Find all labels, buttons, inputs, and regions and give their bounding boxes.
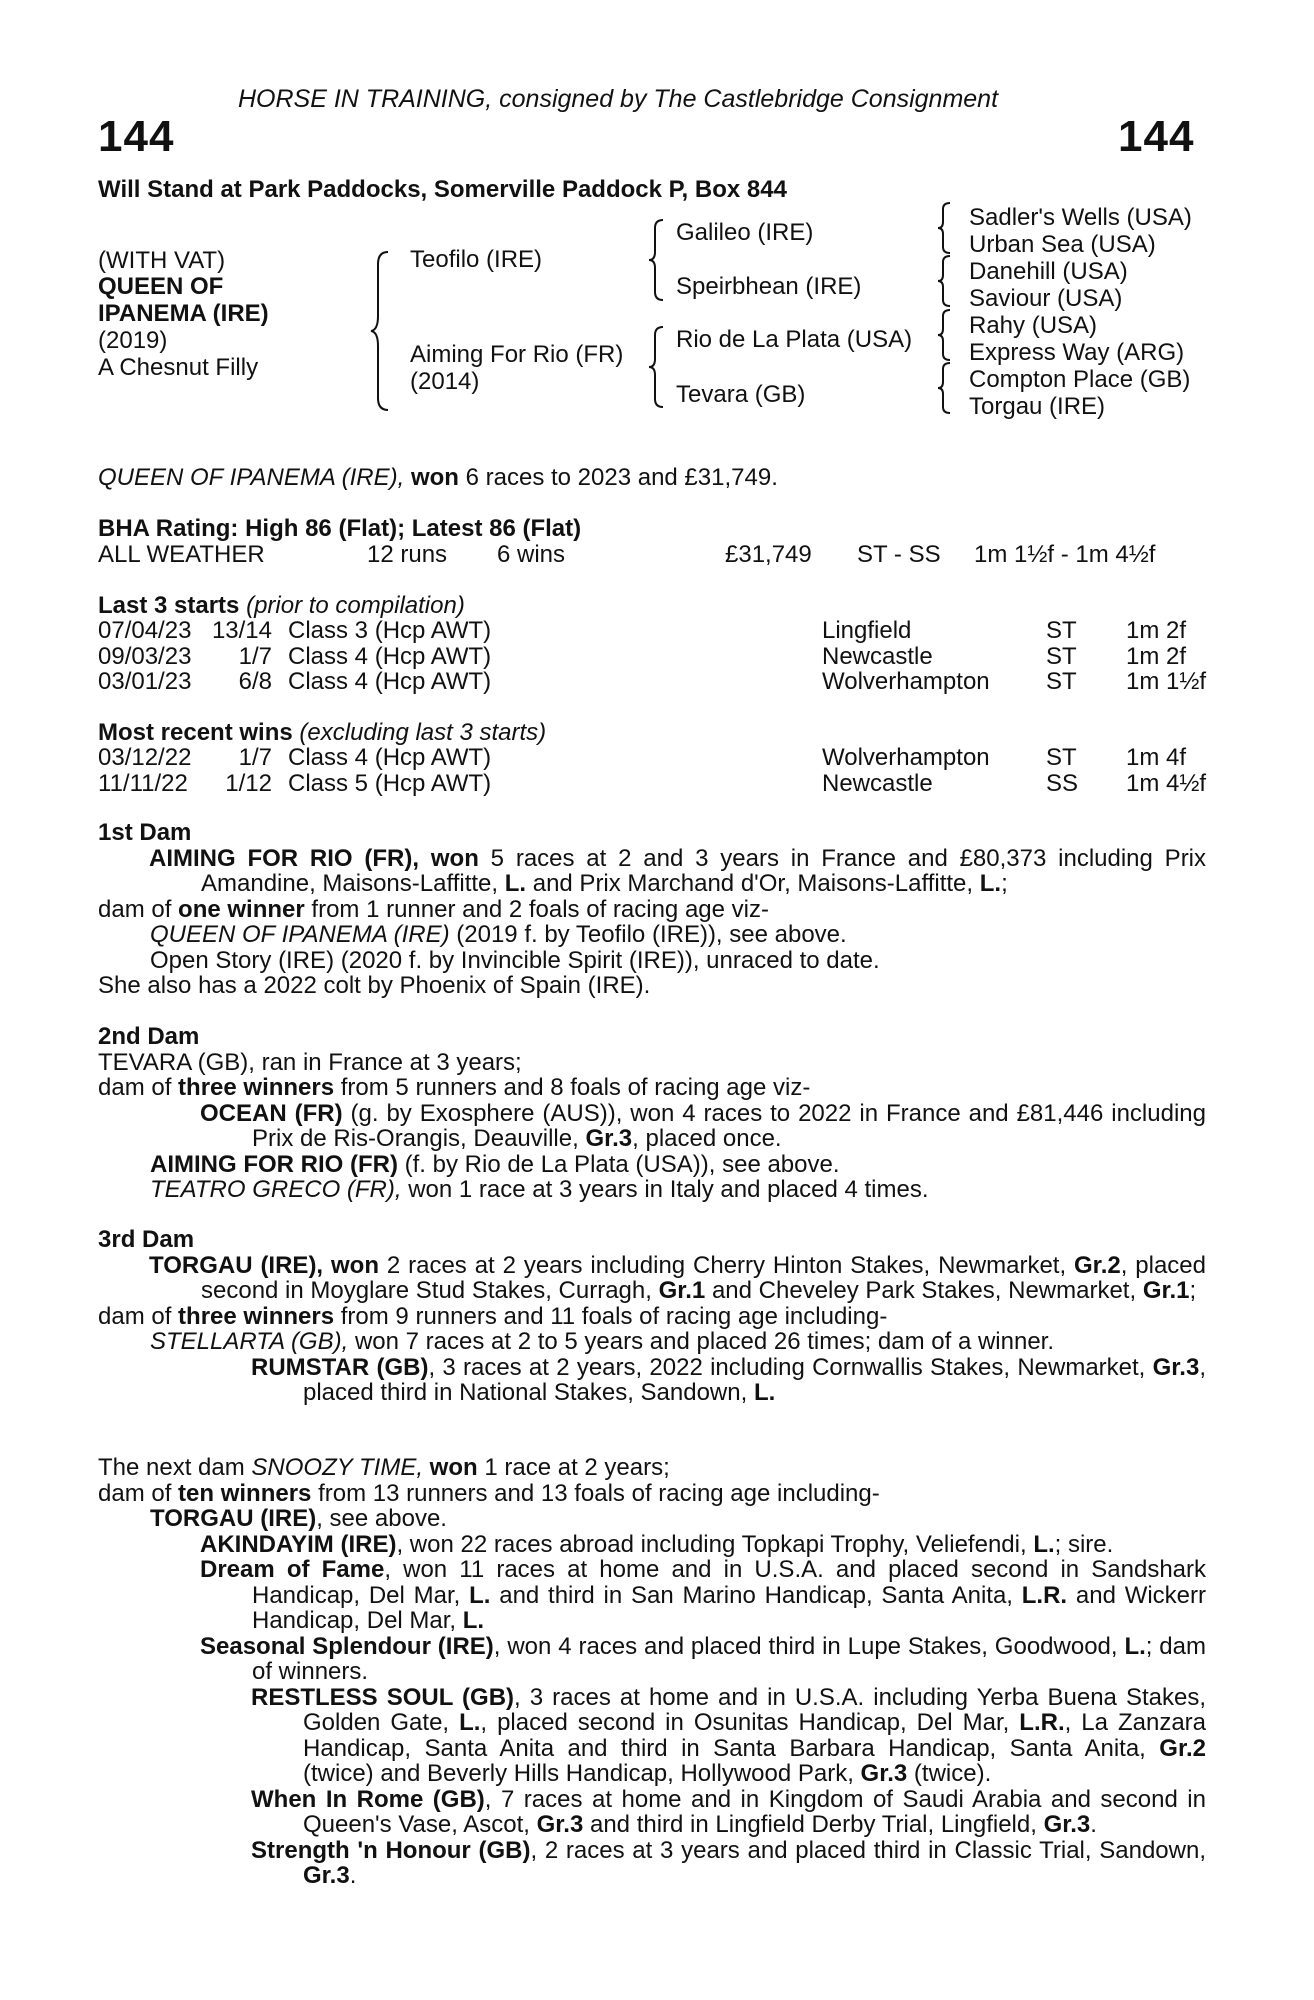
produce-item bbox=[98, 1329, 1206, 1355]
text: 5 races at 2 and 3 years in France and £80,373 including Prix Amandine, Maisons-Laffitte, bbox=[201, 844, 1207, 897]
run-course: Wolverhampton bbox=[822, 668, 990, 695]
table-row bbox=[98, 618, 1206, 644]
produce-item bbox=[98, 1557, 1206, 1634]
run-position: 1/12 bbox=[225, 769, 272, 797]
text: , see above. bbox=[316, 1505, 447, 1532]
run-race: Class 4 (Hcp AWT) bbox=[288, 642, 492, 670]
table-row bbox=[98, 644, 1206, 670]
listed-label: L. bbox=[753, 1379, 776, 1406]
listed-label: L. bbox=[459, 1709, 481, 1736]
pedigree-dam: Aiming For Rio (FR) bbox=[410, 341, 624, 368]
text: , 2 races at 3 years and placed third in Classic Trial, Sandown, bbox=[530, 1836, 1207, 1864]
group-label: Gr.1 bbox=[658, 1277, 706, 1304]
pedigree-sire-brace bbox=[648, 218, 666, 302]
produce-name: Seasonal Splendour (IRE) bbox=[200, 1632, 494, 1660]
horse-description: A Chesnut Filly bbox=[98, 354, 259, 381]
lot-number-left: 144 bbox=[98, 112, 175, 161]
text: , 7 races at home and in Kingdom of Saudi Arabia and second in Queen's Vase, Ascot, bbox=[303, 1785, 1206, 1838]
text: from 13 runners and 13 foals of racing age including- bbox=[318, 1479, 880, 1507]
first-dam-also: She also has a 2022 colt by Phoenix of Spain (IRE). bbox=[98, 972, 651, 999]
listed-label: L.R. bbox=[1019, 1709, 1065, 1736]
produce-name: RUMSTAR (GB) bbox=[251, 1353, 429, 1381]
pedigree-dam-year: (2014) bbox=[410, 368, 480, 395]
text: 1 race at 2 years; bbox=[484, 1454, 670, 1481]
third-dam-record bbox=[98, 1253, 1206, 1304]
run-distance: 1m 4½f bbox=[1126, 769, 1207, 797]
pedigree-dam-dam: Tevara (GB) bbox=[676, 381, 806, 408]
produce-name: When In Rome (GB) bbox=[251, 1785, 485, 1813]
group-label: Gr.2 bbox=[1159, 1734, 1206, 1762]
page-header-title: HORSE IN TRAINING, consigned by The Castlebridge Consignment bbox=[238, 85, 999, 113]
last3-heading bbox=[98, 592, 465, 620]
first-dam-record bbox=[98, 846, 1206, 897]
next-dam-section bbox=[98, 1455, 1206, 1889]
produce-name: STELLARTA (GB), bbox=[150, 1328, 349, 1355]
text: from 5 runners and 8 foals of racing age viz- bbox=[340, 1074, 811, 1101]
last3-note: (prior to compilation) bbox=[246, 592, 465, 619]
pedigree-main-brace bbox=[370, 250, 392, 412]
won-label: won bbox=[429, 1454, 478, 1481]
group-label: Gr.3 bbox=[1152, 1353, 1200, 1381]
won-label: won bbox=[331, 1251, 379, 1279]
run-distance: 1m 2f bbox=[1126, 642, 1187, 670]
first-dam-name: AIMING FOR RIO (FR), bbox=[149, 844, 420, 872]
listed-label: L. bbox=[1124, 1632, 1146, 1660]
last3-table bbox=[98, 618, 1206, 695]
produce-name: TORGAU (IRE) bbox=[150, 1505, 317, 1532]
text: won 1 race at 3 years in Italy and placed 4 times. bbox=[408, 1176, 929, 1203]
winners-count: one winner bbox=[178, 895, 305, 923]
run-race: Class 5 (Hcp AWT) bbox=[288, 769, 492, 797]
listed-label: L. bbox=[469, 1581, 491, 1609]
text: from 9 runners and 11 foals of racing age including- bbox=[340, 1302, 888, 1330]
winners-count: three winners bbox=[178, 1074, 335, 1101]
rating-earnings: £31,749 bbox=[725, 541, 812, 568]
produce-name: Strength 'n Honour (GB) bbox=[251, 1836, 531, 1864]
produce-item bbox=[98, 1101, 1206, 1152]
second-dam-record: TEVARA (GB), ran in France at 3 years; bbox=[98, 1048, 522, 1076]
text: (2019 f. by Teofilo (IRE)), see above. bbox=[456, 921, 847, 948]
text: , placed once. bbox=[632, 1125, 782, 1152]
pedigree-dam-sire: Rio de La Plata (USA) bbox=[676, 326, 913, 353]
produce-name: QUEEN OF IPANEMA (IRE) bbox=[150, 921, 450, 948]
produce-item bbox=[98, 1634, 1206, 1685]
listed-label: L. bbox=[1033, 1530, 1055, 1558]
run-surface: SS bbox=[1046, 769, 1079, 797]
group-label: Gr.3 bbox=[536, 1811, 584, 1838]
recent-table bbox=[98, 745, 1206, 796]
text: ; sire. bbox=[1054, 1530, 1114, 1558]
run-course: Wolverhampton bbox=[822, 744, 990, 771]
run-distance: 1m 1½f bbox=[1126, 668, 1207, 695]
run-race: Class 3 (Hcp AWT) bbox=[288, 617, 492, 644]
listed-label: L.R. bbox=[1021, 1581, 1068, 1609]
race-summary bbox=[98, 464, 778, 492]
text: ; dam of winners. bbox=[252, 1632, 1206, 1685]
pedigree-sire: Teofilo (IRE) bbox=[410, 246, 543, 273]
produce-item bbox=[98, 1685, 1206, 1787]
text: (twice). bbox=[913, 1760, 992, 1787]
won-label: won bbox=[430, 844, 479, 872]
text: from 1 runner and 2 foals of racing age viz- bbox=[311, 895, 769, 923]
second-dam-section bbox=[98, 1024, 1206, 1203]
text: and Prix Marchand d'Or, Maisons-Laffitte, bbox=[532, 870, 974, 897]
summary-won: won bbox=[410, 464, 459, 491]
winners-count: ten winners bbox=[178, 1479, 312, 1507]
text: , 3 races at home and in U.S.A. including Yerba Buena Stakes, Golden Gate, bbox=[303, 1683, 1206, 1736]
text: dam of bbox=[98, 1302, 172, 1330]
run-surface: ST bbox=[1046, 744, 1077, 771]
run-date: 11/11/22 bbox=[98, 769, 188, 797]
produce-item bbox=[98, 922, 1206, 948]
pedigree-ss-sire: Sadler's Wells (USA) bbox=[969, 204, 1192, 231]
produce-item bbox=[98, 1152, 1206, 1178]
pedigree-brace-tevara bbox=[937, 361, 953, 415]
produce-item bbox=[98, 1506, 1206, 1532]
text: (g. by Exosphere (AUS)), won 4 races to 2022 in France and £81,446 including Prix de Ris-Orangis, Deauville, bbox=[252, 1099, 1206, 1152]
produce-item bbox=[98, 1177, 1206, 1203]
rating-wins: 6 wins bbox=[497, 541, 566, 568]
text: . bbox=[349, 1862, 357, 1889]
table-row bbox=[98, 745, 1206, 771]
text: (twice) and Beverly Hills Handicap, Hollywood Park, bbox=[303, 1760, 854, 1787]
text: won 7 races at 2 to 5 years and placed 26 times; dam of a winner. bbox=[354, 1328, 1055, 1355]
text: , placed second in Moyglare Stud Stakes, Curragh, bbox=[201, 1251, 1206, 1304]
produce-name: Dream of Fame bbox=[200, 1556, 385, 1583]
run-date: 03/01/23 bbox=[98, 668, 192, 695]
pedigree-dd-dam: Torgau (IRE) bbox=[969, 393, 1106, 420]
text: dam of bbox=[98, 895, 172, 923]
listed-label: L. bbox=[504, 870, 527, 897]
recent-note: (excluding last 3 starts) bbox=[299, 719, 547, 746]
last3-title: Last 3 starts bbox=[98, 592, 240, 619]
summary-rest: 6 races to 2023 and £31,749. bbox=[465, 464, 778, 491]
produce-name: AIMING FOR RIO (FR) bbox=[150, 1150, 398, 1178]
run-race: Class 4 (Hcp AWT) bbox=[288, 668, 492, 695]
text: , won 11 races at home and in U.S.A. and placed second in Sandshark Handicap, Del Mar, bbox=[252, 1556, 1207, 1609]
pedigree-ss-dam: Urban Sea (USA) bbox=[969, 231, 1156, 258]
rating-going: ST - SS bbox=[857, 541, 941, 568]
horse-name-line2: IPANEMA (IRE) bbox=[98, 300, 269, 327]
run-distance: 1m 4f bbox=[1126, 744, 1187, 771]
text: dam of bbox=[98, 1479, 172, 1507]
produce-item bbox=[98, 1838, 1206, 1889]
text: and Wickerr Handicap, Del Mar, bbox=[252, 1581, 1207, 1634]
pedigree-brace-rio bbox=[937, 308, 953, 362]
text: , won 4 races and placed third in Lupe Stakes, Goodwood, bbox=[493, 1632, 1118, 1660]
next-dam-record bbox=[98, 1455, 1206, 1481]
run-surface: ST bbox=[1046, 617, 1077, 644]
text: , placed second in Osunitas Handicap, Del Mar, bbox=[480, 1709, 1010, 1736]
pedigree-dd-sire: Compton Place (GB) bbox=[969, 366, 1191, 393]
first-dam-heading: 1st Dam bbox=[98, 819, 192, 846]
group-label: Gr.1 bbox=[1142, 1277, 1190, 1304]
text: , 3 races at 2 years, 2022 including Cornwallis Stakes, Newmarket, bbox=[428, 1353, 1146, 1381]
text: , La Zanzara Handicap, Santa Anita and third in Santa Barbara Handicap, Santa Anita, bbox=[303, 1709, 1207, 1762]
run-surface: ST bbox=[1046, 642, 1077, 670]
run-date: 07/04/23 bbox=[98, 617, 192, 644]
produce-name: OCEAN (FR) bbox=[200, 1099, 343, 1127]
rating-surface: ALL WEATHER bbox=[98, 541, 265, 568]
run-date: 09/03/23 bbox=[98, 642, 192, 670]
produce-name: RESTLESS SOUL (GB) bbox=[251, 1683, 515, 1711]
produce-item bbox=[98, 1532, 1206, 1558]
text: (f. by Rio de La Plata (USA)), see above. bbox=[404, 1150, 840, 1178]
table-row bbox=[98, 669, 1206, 695]
run-surface: ST bbox=[1046, 668, 1077, 695]
run-course: Lingfield bbox=[822, 617, 912, 644]
text: . bbox=[1090, 1811, 1097, 1838]
run-position: 6/8 bbox=[238, 668, 272, 695]
third-dam-heading: 3rd Dam bbox=[98, 1226, 195, 1253]
pedigree-sire-dam: Speirbhean (IRE) bbox=[676, 273, 862, 300]
text: and third in Lingfield Derby Trial, Lingfield, bbox=[589, 1811, 1037, 1838]
group-label: Gr.3 bbox=[585, 1125, 633, 1152]
produce-item bbox=[98, 1787, 1206, 1838]
vat-note: (WITH VAT) bbox=[98, 247, 226, 274]
group-label: Gr.2 bbox=[1074, 1251, 1121, 1279]
pedigree-sd-dam: Saviour (USA) bbox=[969, 285, 1123, 312]
run-course: Newcastle bbox=[822, 642, 933, 670]
second-dam-produce-intro bbox=[98, 1075, 1206, 1101]
horse-year: (2019) bbox=[98, 327, 168, 354]
first-dam-section bbox=[98, 820, 1206, 999]
run-position: 1/7 bbox=[238, 744, 272, 771]
rating-distance: 1m 1½f - 1m 4½f bbox=[974, 541, 1156, 568]
second-dam-heading: 2nd Dam bbox=[98, 1023, 200, 1050]
run-race: Class 4 (Hcp AWT) bbox=[288, 744, 492, 771]
recent-heading bbox=[98, 719, 546, 747]
text: 2 races at 2 years including Cherry Hinton Stakes, Newmarket, bbox=[386, 1251, 1067, 1279]
pedigree-dam-brace bbox=[648, 325, 666, 409]
bha-rating: BHA Rating: High 86 (Flat); Latest 86 (Flat) bbox=[98, 515, 582, 542]
text: and third in San Marino Handicap, Santa Anita, bbox=[499, 1581, 1013, 1609]
third-dam-section bbox=[98, 1227, 1206, 1406]
pedigree-sire-sire: Galileo (IRE) bbox=[676, 219, 814, 246]
run-position: 1/7 bbox=[238, 642, 272, 670]
next-dam-produce-intro bbox=[98, 1481, 1206, 1507]
listed-label: L. bbox=[979, 870, 1002, 897]
pedigree-sd-sire: Danehill (USA) bbox=[969, 258, 1128, 285]
pedigree-ds-dam: Express Way (ARG) bbox=[969, 339, 1185, 366]
produce-name: AKINDAYIM (IRE) bbox=[200, 1530, 397, 1558]
produce-name: TEATRO GRECO (FR), bbox=[150, 1176, 402, 1203]
text: dam of bbox=[98, 1074, 172, 1101]
horse-name-line1: QUEEN OF bbox=[98, 273, 224, 300]
run-position: 13/14 bbox=[211, 617, 272, 644]
third-dam-produce-intro bbox=[98, 1304, 1206, 1330]
group-label: Gr.3 bbox=[1043, 1811, 1091, 1838]
pedigree-ds-sire: Rahy (USA) bbox=[969, 312, 1098, 339]
text: , placed third in National Stakes, Sandown, bbox=[303, 1353, 1206, 1406]
table-row bbox=[98, 771, 1206, 797]
text: ; bbox=[1001, 870, 1008, 897]
pedigree-brace-speirbhean bbox=[937, 254, 953, 308]
produce-item bbox=[98, 1355, 1206, 1406]
stabling-location: Will Stand at Park Paddocks, Somerville Paddock P, Box 844 bbox=[98, 176, 787, 203]
rating-runs: 12 runs bbox=[367, 541, 448, 568]
run-distance: 1m 2f bbox=[1126, 617, 1187, 644]
winners-count: three winners bbox=[178, 1302, 335, 1330]
text: ; bbox=[1189, 1277, 1197, 1304]
text: and Cheveley Park Stakes, Newmarket, bbox=[711, 1277, 1137, 1304]
third-dam-name: TORGAU (IRE), bbox=[149, 1251, 324, 1279]
listed-label: L. bbox=[462, 1607, 485, 1634]
summary-horse-name: QUEEN OF IPANEMA (IRE), bbox=[98, 464, 405, 491]
text: The next dam bbox=[98, 1454, 245, 1481]
run-course: Newcastle bbox=[822, 769, 933, 797]
next-dam-name: SNOOZY TIME, bbox=[251, 1454, 423, 1481]
produce-item: Open Story (IRE) (2020 f. by Invincible Spirit (IRE)), unraced to date. bbox=[150, 946, 880, 974]
run-date: 03/12/22 bbox=[98, 744, 192, 771]
first-dam-produce-intro bbox=[98, 897, 1206, 923]
lot-number-right: 144 bbox=[1118, 112, 1195, 161]
text: , won 22 races abroad including Topkapi Trophy, Veliefendi, bbox=[396, 1530, 1027, 1558]
recent-title: Most recent wins bbox=[98, 719, 293, 746]
pedigree-brace-galileo bbox=[937, 201, 953, 255]
group-label: Gr.3 bbox=[860, 1760, 908, 1787]
group-label: Gr.3 bbox=[303, 1862, 350, 1889]
